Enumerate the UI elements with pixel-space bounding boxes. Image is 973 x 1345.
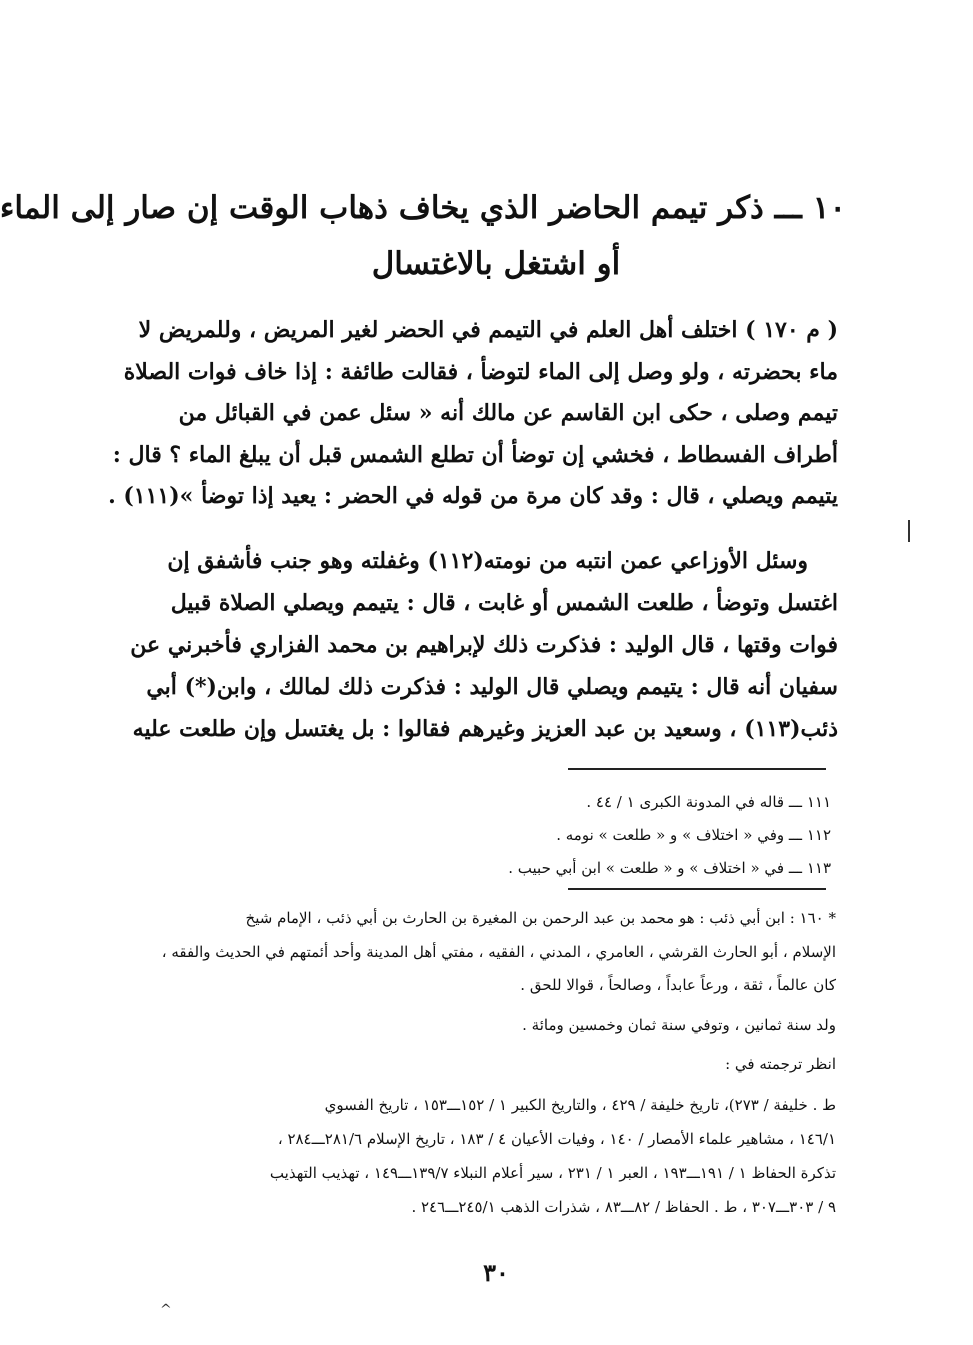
margin-mark bbox=[904, 520, 910, 542]
source-line: تذكرة الحفاظ ١ / ١٩١ـــ١٩٣ ، العبر ١ / ٢٣١ ، سير أعلام النبلاء ١٣٩/٧ـــ١٤٩ ، تهذيب التهذيب bbox=[269, 1164, 836, 1182]
footnotes bbox=[326, 786, 831, 885]
biography-note bbox=[156, 902, 836, 1082]
paragraph-1-line: تيمم وصلى ، حكى ابن القاسم عن مالك أنه « سئل عمن في القبائل من bbox=[178, 400, 838, 426]
paragraph-1-line: ( م ١٧٠ ) اختلف أهل العلم في التيمم في الحضر لغير المريض ، وللمريض لا bbox=[138, 317, 838, 343]
footnote-111: ١١١ ـــ قاله في المدونة الكبرى ١ / ٤٤ . bbox=[586, 793, 831, 811]
paragraph-1-line: يتيمم ويصلي ، قال : وقد كان مرة من قوله في الحضر : يعيد إذا توضأ »(١١١) . bbox=[108, 483, 838, 509]
footnote-113: ١١٣ ـــ في « اختلاف » و « طلعت » ابن أبي حبيب . bbox=[508, 859, 831, 877]
paragraph-2-line: فوات وقتها ، قال الوليد : فذكرت ذلك لإبراهيم بن محمد الفزاري فأخبرني عن bbox=[130, 632, 838, 658]
source-line: ط . خليفة / ٢٧٣)، تاريخ خليفة / ٤٢٩ ، والتاريخ الكبير ١ / ١٥٢ـــ١٥٣ ، تاريخ الفسوي bbox=[324, 1096, 836, 1114]
heading-line-1: ١٠ ـــ ذكر تيمم الحاضر الذي يخاف ذهاب الوقت إن صار إلى الماء bbox=[0, 190, 846, 226]
paragraph-1-line: ماء بحضرته ، ولو وصل إلى الماء لتوضأ ، فقالت طائفة : إذا خاف فوات الصلاة bbox=[123, 358, 838, 385]
biography-line: الإسلام ، أبو الحارث القرشي ، العامري ، المدني ، الفقيه ، مفتي أهل المدينة وأحد أئمتهم في الحديث والفقه ، bbox=[161, 942, 836, 961]
paragraph-2-line: اغتسل وتوضأ ، طلعت الشمس أو غابت ، قال : يتيمم ويصلي الصلاة قبيل bbox=[170, 590, 838, 616]
biography-line: ولد سنة ثمانين ، وتوفي سنة ثمان وخمسين ومائة . bbox=[522, 1015, 836, 1034]
source-line: ٩ / ٣٠٣ـــ٣٠٧ ، ط . الحفاظ / ٨٢ـــ٨٣ ، شذرات الذهب ٢٤٥/١ـــ٢٤٦ . bbox=[411, 1198, 836, 1216]
footnote-112: ١١٢ ـــ وفي « اختلاف » و « طلعت » نومه . bbox=[556, 826, 831, 844]
page-number: ٣٠ bbox=[483, 1258, 509, 1287]
paragraph-2-line: سفيان أنه قال : يتيمم ويصلي قال الوليد : فذكرت ذلك لمالك ، وابن(*) أبي bbox=[146, 674, 838, 700]
paragraph-1 bbox=[108, 310, 838, 518]
source-line: ١٤٦/١ ، مشاهير علماء الأمصار / ١٤٠ ، وفيات الأعيان ٤ / ١٨٣ ، تاريخ الإسلام ٢٨١/٦ـــ٢٨٤ ، bbox=[277, 1130, 836, 1148]
paragraph-1-line: أطراف الفسطاط ، فخشي إن توضأ أن تطلع الشمس قبل أن يبلغ الماء ؟ قال : bbox=[112, 441, 838, 468]
corner-mark: ^ bbox=[160, 1302, 172, 1318]
section-heading bbox=[0, 180, 846, 292]
biography-line: انظر ترجمته في : bbox=[725, 1055, 836, 1073]
biography-line: * ١٦٠ : ابن أبي ذئب : هو محمد بن عبد الرحمن بن المغيرة بن الحارث بن أبي ذئب ، الإمام شيخ bbox=[245, 909, 836, 927]
paragraph-2-line: وسئل الأوزاعي عمن انتبه من نومته(١١٢) وغفلته وهو جنب فأشفق إن bbox=[167, 548, 808, 574]
paragraph-2-line: ذئب(١١٣) ، وسعيد بن عبد العزيز وغيرهم فقالوا : بل يغتسل وإن طلعت عليه bbox=[132, 716, 838, 742]
footnote-separator bbox=[568, 768, 826, 770]
biography-line: كان عالماً ، ثقة ، ورعاً عابداً ، وصالحاً ، قوالا للحق . bbox=[520, 976, 836, 994]
paragraph-2 bbox=[130, 540, 838, 750]
biography-separator bbox=[568, 888, 826, 890]
heading-line-2: أو اشتغل بالاغتسال bbox=[371, 246, 621, 282]
biography-sources bbox=[156, 1088, 836, 1224]
